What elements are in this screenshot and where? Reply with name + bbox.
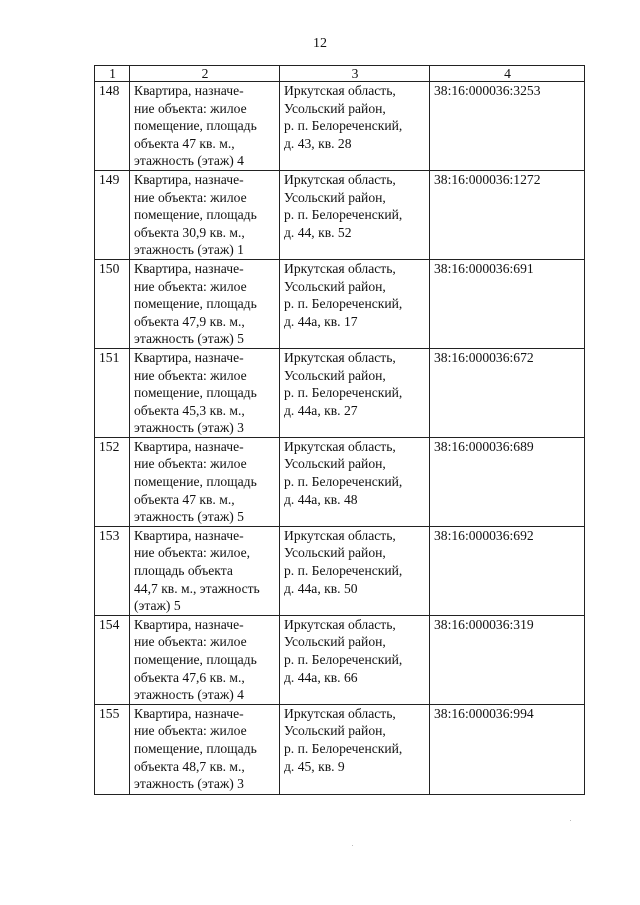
object-address-text: Иркутская область, Усольский район, р. п. Белореченский, д. 44а, кв. 50 bbox=[284, 527, 403, 596]
object-description bbox=[130, 704, 280, 794]
table-row bbox=[95, 437, 585, 526]
row-number: 148 bbox=[95, 82, 130, 171]
object-description bbox=[130, 348, 280, 437]
row-number: 152 bbox=[95, 437, 130, 526]
cadastral-number: 38:16:000036:689 bbox=[430, 437, 585, 526]
header-row bbox=[95, 66, 585, 82]
object-address-text: Иркутская область, Усольский район, р. п. Белореченский, д. 44а, кв. 27 bbox=[284, 349, 403, 418]
property-table bbox=[94, 65, 585, 795]
row-number: 151 bbox=[95, 348, 130, 437]
object-address-text: Иркутская область, Усольский район, р. п. Белореченский, д. 43, кв. 28 bbox=[284, 83, 403, 151]
row-number: 154 bbox=[95, 615, 130, 704]
object-address bbox=[280, 170, 430, 259]
scan-speck bbox=[570, 820, 571, 821]
table-row bbox=[95, 526, 585, 615]
table-row bbox=[95, 259, 585, 348]
object-description-text: Квартира, назначе- ние объекта: жилое помещение, площадь объекта 47,9 кв. м., этажность (этаж) 5 bbox=[134, 260, 257, 347]
object-description-text: Квартира, назначе- ние объекта: жилое помещение, площадь объекта 47 кв. м., этажность (этаж) 4 bbox=[134, 83, 257, 169]
object-description-text: Квартира, назначе- ние объекта: жилое помещение, площадь объекта 30,9 кв. м., этажность (этаж) 1 bbox=[134, 171, 257, 258]
object-address-text: Иркутская область, Усольский район, р. п. Белореченский, д. 44а, кв. 48 bbox=[284, 438, 403, 507]
object-description bbox=[130, 526, 280, 615]
table-body bbox=[95, 82, 585, 795]
cadastral-number: 38:16:000036:994 bbox=[430, 704, 585, 794]
object-description-text: Квартира, назначе- ние объекта: жилое, площадь объекта 44,7 кв. м., этажность (этаж) 5 bbox=[134, 527, 260, 614]
object-description bbox=[130, 437, 280, 526]
object-address bbox=[280, 348, 430, 437]
object-description bbox=[130, 82, 280, 171]
object-address-text: Иркутская область, Усольский район, р. п. Белореченский, д. 44а, кв. 66 bbox=[284, 616, 403, 685]
cadastral-number: 38:16:000036:672 bbox=[430, 348, 585, 437]
cadastral-number: 38:16:000036:1272 bbox=[430, 170, 585, 259]
table-row bbox=[95, 704, 585, 794]
object-description bbox=[130, 615, 280, 704]
object-description-text: Квартира, назначе- ние объекта: жилое помещение, площадь объекта 45,3 кв. м., этажность (этаж) 3 bbox=[134, 349, 257, 436]
table-row bbox=[95, 170, 585, 259]
object-description-text: Квартира, назначе- ние объекта: жилое помещение, площадь объекта 48,7 кв. м., этажность (этаж) 3 bbox=[134, 705, 257, 792]
page-number: 12 bbox=[313, 36, 327, 51]
object-description bbox=[130, 259, 280, 348]
column-header-2: 2 bbox=[130, 66, 280, 82]
object-address-text: Иркутская область, Усольский район, р. п. Белореченский, д. 44а, кв. 17 bbox=[284, 260, 403, 329]
object-description-text: Квартира, назначе- ние объекта: жилое помещение, площадь объекта 47 кв. м., этажность (этаж) 5 bbox=[134, 438, 257, 525]
object-address-text: Иркутская область, Усольский район, р. п. Белореченский, д. 45, кв. 9 bbox=[284, 705, 403, 774]
row-number: 153 bbox=[95, 526, 130, 615]
object-address bbox=[280, 704, 430, 794]
table-header bbox=[95, 66, 585, 82]
cadastral-number: 38:16:000036:3253 bbox=[430, 82, 585, 171]
object-address bbox=[280, 526, 430, 615]
object-address-text: Иркутская область, Усольский район, р. п. Белореченский, д. 44, кв. 52 bbox=[284, 171, 403, 240]
row-number: 149 bbox=[95, 170, 130, 259]
object-address bbox=[280, 615, 430, 704]
object-address bbox=[280, 437, 430, 526]
scan-speck bbox=[352, 845, 353, 846]
column-header-4: 4 bbox=[430, 66, 585, 82]
column-header-1: 1 bbox=[95, 66, 130, 82]
cadastral-number: 38:16:000036:692 bbox=[430, 526, 585, 615]
table-row bbox=[95, 615, 585, 704]
row-number: 155 bbox=[95, 704, 130, 794]
cadastral-number: 38:16:000036:691 bbox=[430, 259, 585, 348]
object-address bbox=[280, 82, 430, 171]
object-description-text: Квартира, назначе- ние объекта: жилое помещение, площадь объекта 47,6 кв. м., этажность (этаж) 4 bbox=[134, 616, 257, 703]
table-row bbox=[95, 348, 585, 437]
object-address bbox=[280, 259, 430, 348]
cadastral-number: 38:16:000036:319 bbox=[430, 615, 585, 704]
object-description bbox=[130, 170, 280, 259]
column-header-3: 3 bbox=[280, 66, 430, 82]
table-row bbox=[95, 82, 585, 171]
row-number: 150 bbox=[95, 259, 130, 348]
